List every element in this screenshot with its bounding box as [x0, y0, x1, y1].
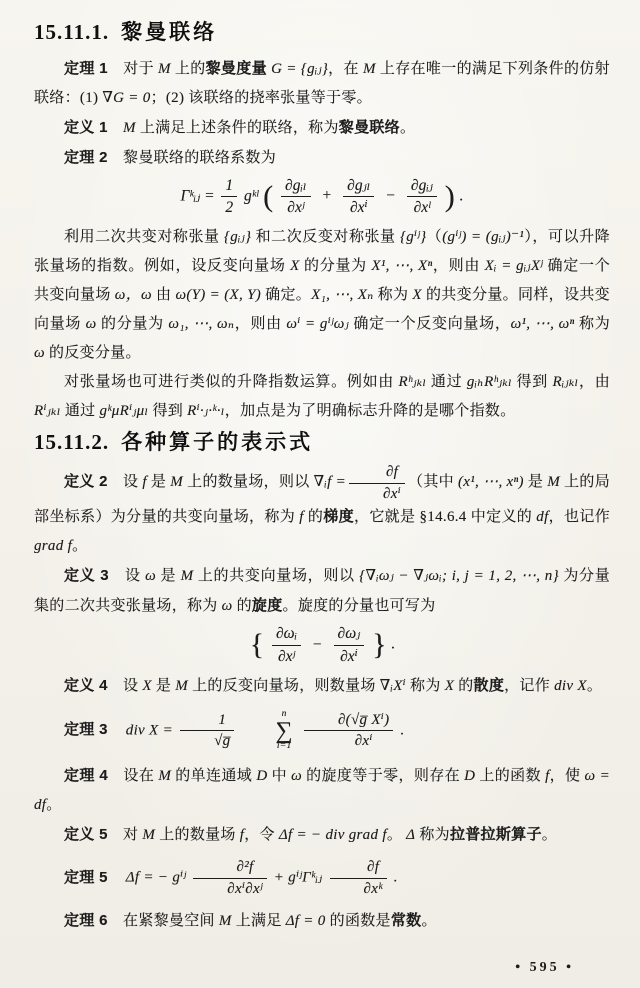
- text-segment: 上满足: [231, 913, 286, 930]
- math-segment: M: [123, 120, 136, 136]
- paragraph-definition-2: [34, 463, 615, 562]
- text-segment: 上的数量场: [155, 826, 240, 843]
- text-segment: 称为: [574, 315, 615, 332]
- text-segment: ，也记作: [548, 509, 615, 526]
- fraction-second-derivative: $\frac{\text{∂²f}}{\text{∂xⁱ∂xʲ}}$: [193, 859, 266, 898]
- text-segment: 由: [151, 286, 176, 303]
- math-segment: ∇ᵢXⁱ: [379, 678, 406, 695]
- fraction-first-derivative: $\frac{\partial f}{\text{∂xᵏ}}$: [330, 859, 387, 898]
- paragraph-index-raising-lowering: [34, 223, 615, 368]
- paragraph-definition-1: [34, 113, 610, 143]
- math-segment: X: [142, 678, 152, 695]
- math-segment: X¹, ⋯, Xⁿ: [371, 257, 433, 274]
- text-segment: 上的共变向量场，则以: [193, 568, 360, 585]
- math-segment: ω: [145, 568, 157, 585]
- bold-text-segment: 定理 6: [64, 912, 108, 930]
- text-segment: ；(2) 该联络的挠率张量等于零。: [150, 90, 372, 106]
- fraction-term-2: $\frac{\text{∂ωⱼ}}{\text{∂xⁱ}}$: [334, 625, 365, 665]
- bold-text-segment: 定义 5: [64, 825, 108, 843]
- math-segment: M: [158, 767, 172, 784]
- text-segment: 为分量集的二次共变张量场，称为: [34, 568, 611, 615]
- math-segment: M: [170, 474, 184, 491]
- text-segment: 通过: [426, 373, 467, 390]
- math-segment: {gⁱʲ}: [399, 228, 427, 245]
- text-segment: 确定。: [261, 286, 312, 303]
- math-segment: Δf = 0: [285, 913, 326, 930]
- plus-operator: +: [322, 187, 332, 205]
- bold-text-segment: 黎曼度量: [205, 60, 267, 77]
- paragraph-definition-3: [34, 561, 610, 621]
- text-segment: 。: [46, 796, 62, 813]
- text-segment: 设: [108, 568, 146, 585]
- math-segment: ωⁱ = gⁱʲωⱼ: [286, 315, 349, 332]
- math-segment: M: [180, 568, 194, 585]
- text-segment: ，由: [578, 373, 615, 390]
- formula-lhs: Γᵏᵢⱼ =: [180, 187, 215, 205]
- math-segment: ω: [85, 315, 97, 332]
- bold-text-segment: 散度: [473, 677, 505, 695]
- math-segment: M: [547, 474, 561, 491]
- text-segment: 。: [386, 826, 407, 843]
- text-segment: 上满足上述条件的联络，称为: [135, 120, 339, 136]
- math-segment: df: [536, 509, 549, 526]
- text-segment: 的反变分量。: [44, 344, 141, 361]
- right-brace: }: [372, 628, 387, 662]
- formula-christoffel-symbols: [34, 177, 610, 217]
- math-segment: Xᵢ = gᵢⱼXʲ: [484, 257, 544, 274]
- text-segment: ，令: [244, 826, 279, 843]
- text-segment: 得到: [512, 373, 553, 390]
- theorem-label: 定理 5: [64, 868, 108, 886]
- text-segment: 中: [267, 767, 292, 784]
- page-number: • 595 •: [515, 960, 574, 975]
- right-paren: ): [444, 179, 455, 213]
- text-segment: ，则由: [234, 315, 287, 332]
- math-segment: ω₁, ⋯, ωₙ: [168, 315, 235, 332]
- math-segment: G = {gᵢⱼ}: [271, 61, 329, 77]
- math-segment: ∇G = 0: [102, 90, 151, 106]
- text-segment: 设在: [107, 767, 159, 784]
- bold-text-segment: 拉普拉斯算子: [449, 825, 542, 843]
- section-number: 15.11.2.: [34, 429, 110, 454]
- period: .: [459, 187, 464, 205]
- math-segment: {∇ᵢωⱼ − ∇ⱼωᵢ; i, j = 1, 2, ⋯, n}: [359, 568, 559, 585]
- text-segment: 是: [146, 474, 171, 491]
- math-segment: M: [175, 678, 189, 695]
- theorem-label: 定理 3: [64, 721, 108, 739]
- math-segment: ω: [221, 598, 233, 615]
- summation-sign: n ∑ i=1: [275, 709, 293, 752]
- math-segment: ω = df: [34, 767, 615, 813]
- paragraph-theorem-5: [34, 859, 610, 898]
- text-segment: 和二次反变对称张量: [251, 228, 400, 245]
- paragraph-definition-5: [34, 820, 610, 850]
- math-segment: ω: [34, 344, 45, 361]
- text-segment: 对张量场也可进行类似的升降指数运算。例如由: [64, 373, 399, 390]
- math-segment: div X: [554, 678, 587, 695]
- math-segment: f: [239, 826, 245, 843]
- text-segment: 称为: [405, 678, 445, 695]
- bold-text-segment: 定义 3: [64, 567, 109, 585]
- math-segment: M: [362, 61, 376, 77]
- text-segment: 。: [541, 826, 558, 843]
- section-number: 15.11.1.: [34, 20, 110, 44]
- section-heading-15-11-1: [34, 16, 610, 46]
- formula-lhs: div X =: [125, 722, 173, 739]
- text-segment: 设: [107, 678, 143, 695]
- text-segment: ，使: [549, 767, 585, 784]
- text-segment: （: [426, 228, 443, 245]
- bold-text-segment: 定义 4: [64, 677, 108, 695]
- text-segment: 是: [523, 474, 548, 491]
- bold-text-segment: 定义 1: [64, 119, 108, 136]
- fraction-inverse-sqrt-g: $\frac{1}{√g̅}$: [180, 712, 234, 751]
- text-segment: 称为: [415, 826, 450, 843]
- bold-text-segment: 梯度: [323, 508, 354, 526]
- period: .: [391, 635, 396, 653]
- math-segment: f: [142, 474, 147, 491]
- text-segment: （其中: [408, 474, 458, 491]
- math-segment: (x¹, ⋯, xⁿ): [458, 474, 524, 491]
- section-heading-15-11-2: [34, 426, 610, 456]
- math-segment: ω¹, ⋯, ωⁿ: [510, 315, 575, 332]
- text-segment: 对: [107, 826, 143, 843]
- text-segment: 上的局部坐标系）为分量的共变向量场，称为: [34, 474, 611, 526]
- period: .: [400, 722, 405, 739]
- bold-text-segment: 定理 2: [64, 149, 108, 166]
- math-segment: M: [218, 913, 232, 930]
- text-segment: 对于: [107, 61, 159, 77]
- bold-text-segment: 旋度: [251, 597, 283, 615]
- text-segment: [108, 120, 123, 136]
- math-segment: Rⁱ·ⱼ·ᵏ·ₗ: [187, 402, 225, 419]
- text-segment: 的旋度等于零，则存在: [302, 767, 465, 784]
- bold-text-segment: 定义 2: [64, 473, 108, 491]
- math-segment: gᵢₕRʰⱼₖₗ: [466, 373, 513, 390]
- text-segment: ，加点是为了明确标志升降的是哪个指数。: [224, 402, 516, 419]
- paragraph-tensor-indices: [34, 368, 615, 426]
- paragraph-definition-4: [34, 671, 610, 701]
- formula-lhs: Δf = − gⁱʲ: [125, 869, 187, 886]
- fraction-divergence-term: $\frac{\text{∂(√g̅ Xⁱ)}}{\text{∂xⁱ}}$: [304, 712, 393, 751]
- text-segment: 的: [303, 509, 324, 526]
- math-segment: f: [299, 509, 304, 526]
- math-segment: gᵏμRⁱⱼμₗ: [99, 402, 149, 419]
- fraction-gradient: $\frac{\partial f}{\text{∂xⁱ}}$: [349, 464, 405, 503]
- math-segment: {gᵢⱼ}: [223, 228, 252, 245]
- text-segment: 的: [232, 598, 252, 615]
- math-segment: Rʰⱼₖₗ: [398, 373, 427, 390]
- text-segment: 黎曼联络的联络系数为: [107, 150, 277, 166]
- text-segment: 上的数量场，则以: [183, 474, 314, 491]
- text-segment: ，记作: [504, 678, 555, 695]
- text-segment: 在紧黎曼空间: [107, 913, 219, 930]
- math-segment: M: [158, 61, 171, 77]
- text-segment: 。: [399, 120, 416, 136]
- paragraph-theorem-4: [34, 761, 615, 820]
- text-segment: 。: [72, 538, 88, 555]
- math-segment: D: [256, 767, 268, 784]
- text-segment: 的: [454, 678, 474, 695]
- fraction-term-3: $\frac{\text{∂gᵢⱼ}}{\text{∂xˡ}}$: [407, 177, 437, 217]
- period: .: [393, 869, 398, 886]
- text-segment: 设: [107, 474, 143, 491]
- paragraph-theorem-3: [34, 710, 610, 752]
- math-segment: Rᵢⱼₖₗ: [552, 373, 579, 390]
- bold-text-segment: 定理 4: [64, 766, 108, 784]
- section-title: 各种算子的表示式: [121, 430, 314, 454]
- text-segment: 上的: [170, 61, 206, 77]
- paragraph-theorem-2: [34, 143, 610, 173]
- math-segment: X: [290, 257, 300, 274]
- text-segment: 的单连通域: [171, 767, 257, 784]
- math-segment: f: [545, 767, 550, 784]
- text-segment: 的函数是: [325, 913, 391, 930]
- minus-operator: −: [312, 635, 322, 653]
- text-segment: 的分量为: [96, 315, 169, 332]
- text-segment: 得到: [148, 402, 188, 419]
- text-segment: 。: [586, 678, 603, 695]
- math-segment: X: [444, 678, 455, 695]
- text-segment: 通过: [60, 402, 100, 419]
- text-segment: 利用二次共变对称张量: [64, 228, 224, 245]
- metric-coefficient: gᵏˡ: [244, 187, 259, 205]
- math-segment: X: [412, 286, 422, 303]
- math-segment: Rⁱⱼₖₗ: [34, 402, 61, 419]
- math-segment: ∇ᵢf =: [313, 474, 347, 491]
- text-segment: ），可以升降张量场的指数。例如，设反变向量场: [34, 228, 610, 274]
- text-segment: 。旋度的分量也可写为: [282, 598, 436, 615]
- math-segment: ω，ω: [114, 286, 152, 303]
- text-segment: ，它就是 §14.6.4 中定义的: [353, 509, 537, 526]
- math-segment: (gⁱʲ) = (gᵢⱼ)⁻¹: [442, 228, 525, 245]
- left-brace: {: [249, 628, 265, 662]
- math-segment: D: [464, 767, 476, 784]
- text-segment: 的共变分量。同样，设共变向量场: [34, 286, 610, 332]
- text-segment: 是: [156, 568, 181, 585]
- text-segment: 是: [151, 678, 176, 695]
- text-segment: 上的反变向量场，则数量场: [188, 678, 380, 695]
- math-segment: Δ: [406, 826, 416, 843]
- math-segment: ω(Y) = (X, Y): [175, 286, 262, 303]
- formula-curl-components: [34, 625, 610, 665]
- math-segment: M: [142, 826, 156, 843]
- text-segment: 确定一个反变向量场，: [348, 315, 511, 332]
- formula-middle-term: + gⁱʲΓᵏᵢⱼ: [273, 869, 323, 886]
- math-segment: X₁, ⋯, Xₙ: [311, 286, 374, 303]
- section-title: 黎曼联络: [121, 21, 218, 44]
- text-segment: 确定一个共变向量场: [34, 257, 611, 303]
- text-segment: 上存在唯一的满足下列条件的仿射联络：(1): [34, 61, 610, 106]
- fraction-term-2: $\frac{\text{∂gⱼₗ}}{\text{∂xⁱ}}$: [343, 177, 374, 217]
- text-segment: 的分量为: [299, 257, 372, 274]
- left-paren: (: [263, 179, 274, 213]
- text-segment: 上的函数: [475, 767, 546, 784]
- fraction-term-1: $\frac{\text{∂gᵢₗ}}{\text{∂xʲ}}$: [281, 177, 311, 217]
- bold-text-segment: 定理 1: [64, 60, 108, 77]
- math-segment: Δf = − div grad f: [278, 826, 387, 843]
- fraction-term-1: $\frac{\text{∂ωᵢ}}{\text{∂xʲ}}$: [272, 625, 301, 665]
- paragraph-theorem-6: [34, 906, 610, 936]
- paragraph-theorem-1: [34, 54, 610, 113]
- text-segment: ，则由: [432, 257, 485, 274]
- text-segment: ，在: [328, 61, 363, 77]
- math-segment: grad f: [34, 538, 73, 555]
- bold-text-segment: 常数: [390, 912, 422, 930]
- math-segment: ω: [291, 767, 303, 784]
- text-segment: 。: [421, 913, 437, 930]
- bold-text-segment: 黎曼联络: [338, 119, 400, 136]
- text-segment: 称为: [373, 286, 413, 303]
- fraction-one-half: $\frac{1}{2}$: [221, 177, 237, 217]
- text-run: [64, 474, 346, 490]
- minus-operator: −: [386, 187, 396, 205]
